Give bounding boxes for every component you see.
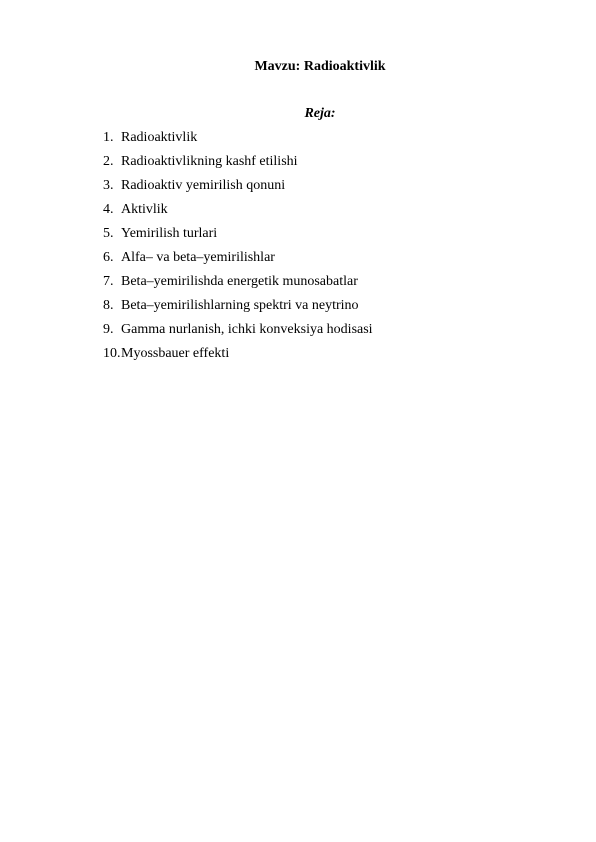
plan-item-text: Alfa– va beta–yemirilishlar [121, 250, 275, 265]
plan-item-number: 8. [103, 298, 114, 313]
document-title: Mavzu: Radioaktivlik [254, 59, 386, 74]
plan-item-text: Radioaktiv yemirilish qonuni [121, 178, 286, 193]
plan-heading: Reja: [304, 106, 336, 121]
plan-item-number: 6. [103, 250, 114, 265]
plan-item-text: Radioaktivlikning kashf etilishi [121, 154, 298, 169]
plan-item-number: 2. [103, 154, 114, 169]
plan-item [103, 345, 373, 369]
plan-item-text: Beta–yemirilishlarning spektri va neytrino [121, 298, 359, 313]
plan-item-number: 1. [103, 130, 114, 145]
plan-item-number: 7. [103, 274, 114, 289]
plan-item-text: Beta–yemirilishda energetik munosabatlar [121, 274, 358, 289]
plan-item-number: 4. [103, 202, 114, 217]
plan-item-number: 10. [103, 346, 121, 361]
plan-item [103, 225, 373, 249]
plan-item-text: Radioaktivlik [121, 130, 198, 145]
plan-list [103, 129, 373, 369]
plan-item-text: Myossbauer effekti [121, 346, 230, 361]
plan-item [103, 201, 373, 225]
plan-item [103, 153, 373, 177]
plan-item [103, 177, 373, 201]
plan-item [103, 321, 373, 345]
plan-item-text: Gamma nurlanish, ichki konveksiya hodisasi [121, 322, 373, 337]
plan-item-number: 3. [103, 178, 114, 193]
plan-item [103, 297, 373, 321]
plan-item-number: 5. [103, 226, 114, 241]
plan-item [103, 129, 373, 153]
plan-item-text: Aktivlik [121, 202, 168, 217]
plan-item [103, 273, 373, 297]
plan-item [103, 249, 373, 273]
plan-item-text: Yemirilish turlari [121, 226, 218, 241]
plan-item-number: 9. [103, 322, 114, 337]
